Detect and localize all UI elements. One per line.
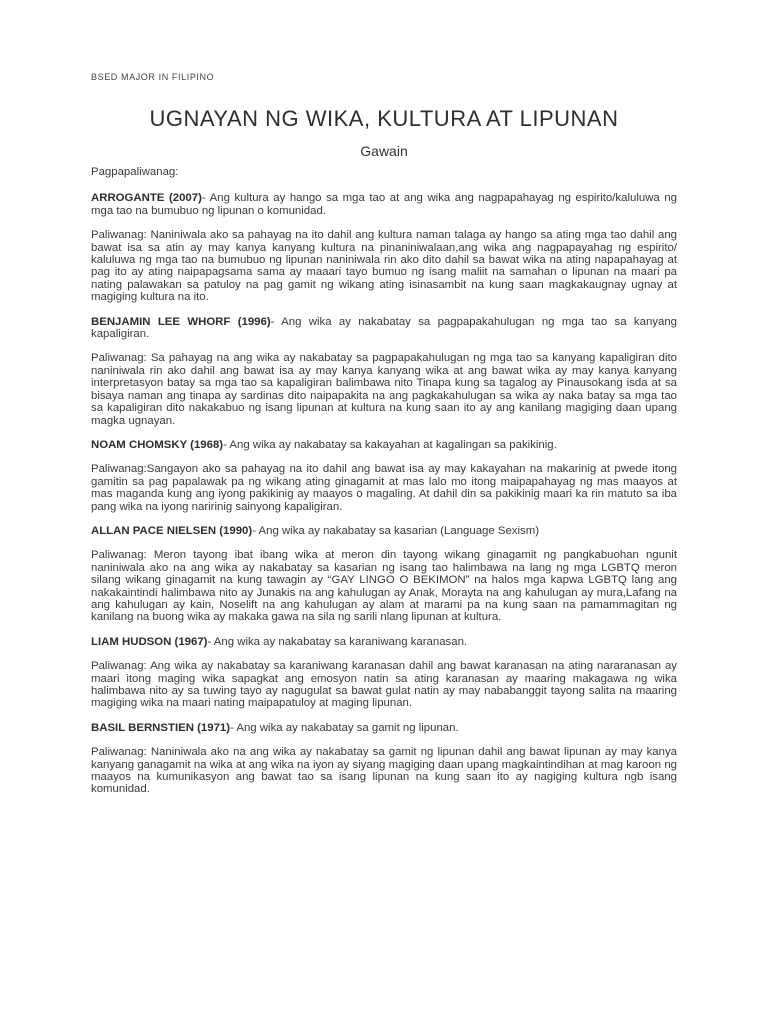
statement-text: - Ang wika ay nakabatay sa kasarian (Language Sexism)	[252, 524, 540, 537]
author-name: ARROGANTE (2007)	[91, 192, 202, 205]
statement-text: - Ang wika ay nakabatay sa pagpapakahulugan ng mga tao sa kanyang kapaligiran.	[91, 315, 677, 341]
section-explanation: Paliwanag: Ang wika ay nakabatay sa karaniwang karanasan dahil ang bawat karanasan na ating nararanasan ay maari itong maging wika sapagkat ang emosyon natin sa ating karanasan ay maaring makagawa ng wika halimbawa nito ay sa tuwing tayo ay nagugulat sa bawat gulat natin ay may nababanggit tayong salita na maaring magiging wika na maari nating maipapatuloy at maging lipunan.	[91, 660, 677, 710]
section-explanation: Paliwanag: Sa pahayag na ang wika ay nakabatay sa pagpapakahulugan ng mga tao sa kanyang kapaligiran dito naniniwala rin ako dahil ang bawat isa ay may kanya kanyang wika at ang bawat wika ay may kanya kanyang interpretasyon batay sa mga tao sa kapaligiran balimbawa nito Tinapa kung sa tagalog ay Pinausokang isda at sa bisaya naman ang tinapa ay sardinas dito naipapakita na ang pagkakahulugan sa wika ay naka batay sa mga tao sa kapaligiran dito nakakabuo ng isang lipunan at kultura na kung saan ito ay ang kanilang magiging daan upang magka ugnayan.	[91, 352, 677, 427]
section-statement	[91, 316, 677, 341]
section-statement	[91, 192, 677, 217]
section-explanation: Paliwanag: Meron tayong ibat ibang wika at meron din tayong wikang ginagamit ng pangkabuohan ngunit naniniwala ako na ang wika ay nakabatay sa kasarian ng isang tao halimbawa na lang ng mga LGBTQ meron silang wikang ginagamit na kung tawagin ay “GAY LINGO O BEKIMON” na halos mga kapwa LGBTQ lang ang nakakaintindi halimbawa nito ay Junakis na ang kahulugan ay Anak, Morayta na ang kahulugan ay mura,Lafang na ang kahulugan ay kain, Noselift na ang kahulugan ay alam at marami pa na kung saan na pamammagitan ng kanilang na buong wika ay makaka gawa na sila ng sarili nlang lipunan at kultura.	[91, 549, 677, 624]
intro-label: Pagpapaliwanag:	[91, 166, 179, 178]
statement-text: - Ang wika ay nakabatay sa gamit ng lipunan.	[230, 721, 459, 734]
section-explanation: Paliwanag: Naniniwala ako sa pahayag na ito dahil ang kultura naman talaga ay hango sa ating mga tao dahil ang bawat isa sa atin ay may kanya kanyang kultura na pinaniniwalaan,ang wika ang nagpapayahag ng espirito/ kaluluwa ng mga tao na bumubuo ng lipunan naniniwala rin ako dito dahil sa bawat wika na ating napapahayag at pag ito ay ating naipapagsama sama ay maaari tayo bumuo ng isang maliit na samahan o lipunan na maari pa nating palawakan sa patuloy na pag gamit ng wikang ating isinasambit na kung saan magkakaugnay ugnay at magiging kultura na ito.	[91, 229, 677, 304]
author-name: BASIL BERNSTIEN (1971)	[91, 721, 231, 734]
author-name: ALLAN PACE NIELSEN (1990)	[91, 524, 253, 537]
author-name: LIAM HUDSON (1967)	[91, 635, 208, 648]
section-statement	[91, 636, 677, 648]
section-statement	[91, 722, 677, 734]
author-name: NOAM CHOMSKY (1968)	[91, 438, 224, 451]
course-label: BSED MAJOR IN FILIPINO	[91, 72, 215, 82]
statement-text: - Ang wika ay nakabatay sa karaniwang karanasan.	[207, 635, 468, 648]
document-title: UGNAYAN NG WIKA, KULTURA AT LIPUNAN	[149, 106, 619, 131]
section-explanation: Paliwanag: Naniniwala ako na ang wika ay nakabatay sa gamit ng lipunan dahil ang bawat lipunan ay may kanya kanyang ganagamit na wika at ang wika na iyon ay siyang magiging daan upang magkaintindihan at mag karoon ng maayos na kumunikasyon ang bawat tao sa isang lipunan na kung saan ito ay nagiging kultura ngb isang komunidad.	[91, 746, 677, 796]
author-name: BENJAMIN LEE WHORF (1996)	[91, 315, 271, 328]
statement-text: - Ang kultura ay hango sa mga tao at ang wika ang nagpapahayag ng espirito/kaluluwa ng mga tao na bumubuo ng lipunan o komunidad.	[91, 192, 677, 217]
section-explanation: Paliwanag:Sangayon ako sa pahayag na ito dahil ang bawat isa ay may kakayahan na makarinig at pwede itong gamitin sa pag papalawak pa ng wikang ating ginagamit at mas lalo mo itong maipapahayag ng mas maayos at mas maganda kung ang iyong pakikinig ay maayos o magaling. At dahil din sa pakikinig maari ka rin matuto sa iba pang wika na iyong naririnig sainyong kapaligiran.	[91, 463, 677, 513]
section-statement	[91, 525, 677, 537]
statement-text: - Ang wika ay nakabatay sa kakayahan at kagalingan sa pakikinig.	[223, 438, 557, 451]
document-subtitle: Gawain	[360, 143, 408, 159]
section-statement	[91, 439, 677, 451]
document-body	[91, 166, 677, 808]
